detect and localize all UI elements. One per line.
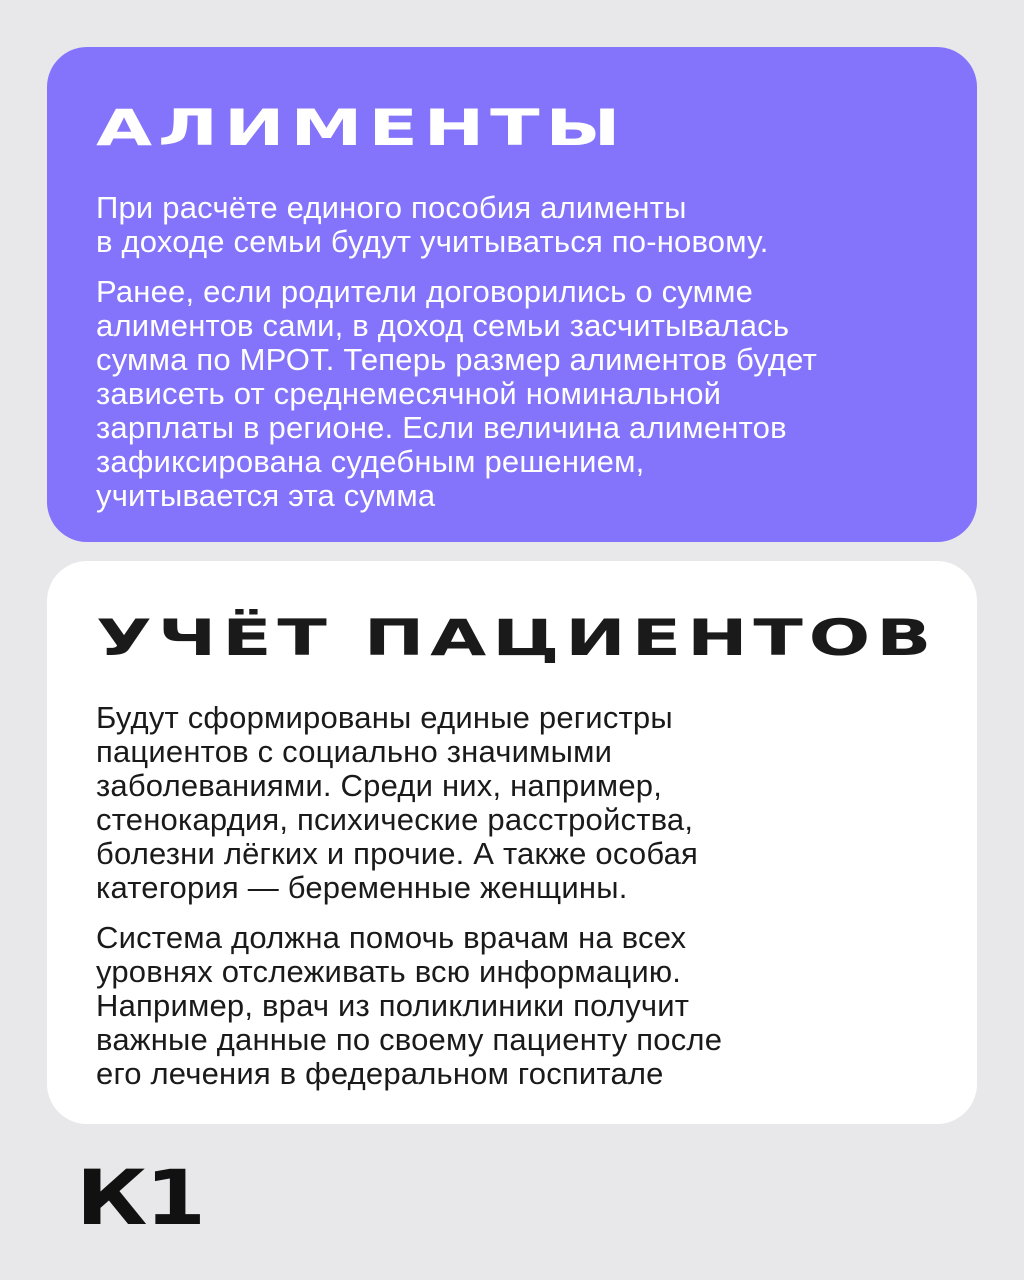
text-line: важные данные по своему пациенту после (96, 1022, 723, 1057)
alimony-title: АЛИМЕНТЫ (96, 99, 627, 157)
alimony-card (47, 47, 977, 542)
patients-title: УЧЁТ ПАЦИЕНТОВ (96, 609, 938, 667)
text-line: категория — беременные женщины. (96, 870, 628, 905)
text-line: Будут сформированы единые регистры (96, 700, 673, 735)
text-line: болезни лёгких и прочие. А также особая (96, 836, 699, 871)
text-line: зависеть от среднемесячной номинальной (96, 376, 722, 411)
text-line: алиментов сами, в доход семьи засчитывалась (96, 308, 790, 343)
text-line: уровнях отслеживать всю информацию. (96, 954, 682, 989)
text-line: При расчёте единого пособия алименты (96, 190, 687, 225)
alimony-paragraph-1 (96, 191, 937, 259)
text-line: зафиксирована судебным решением, (96, 444, 645, 479)
text-line: пациентов с социально значимыми (96, 734, 613, 769)
text-line: заболеваниями. Среди них, например, (96, 768, 663, 803)
text-line: Например, врач из поликлиники получит (96, 988, 690, 1023)
text-line: в доходе семьи будут учитываться по-новому. (96, 224, 769, 259)
k1-logo: К1 (76, 1153, 204, 1242)
text-line: его лечения в федеральном госпитале (96, 1056, 664, 1091)
alimony-paragraph-2 (96, 275, 937, 513)
text-line: зарплаты в регионе. Если величина алиментов (96, 410, 787, 445)
text-line: стенокардия, психические расстройства, (96, 802, 694, 837)
text-line: сумма по МРОТ. Теперь размер алиментов будет (96, 342, 817, 377)
patients-card (47, 561, 977, 1124)
text-line: учитывается эта сумма (96, 478, 436, 513)
text-line: Ранее, если родители договорились о сумме (96, 274, 754, 309)
patients-paragraph-1 (96, 701, 937, 905)
text-line: Система должна помочь врачам на всех (96, 920, 687, 955)
patients-paragraph-2 (96, 921, 937, 1091)
